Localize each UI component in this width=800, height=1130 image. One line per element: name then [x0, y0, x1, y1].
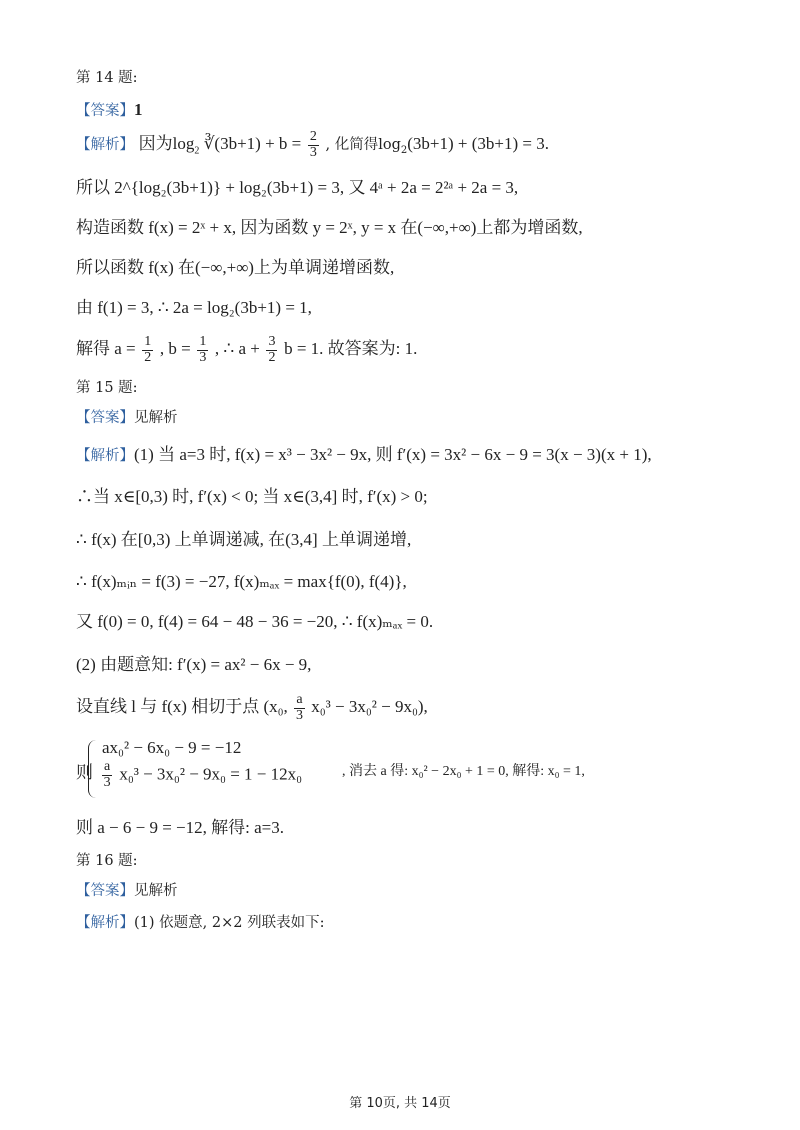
fraction: $\frac{2}{3}$: [309, 129, 317, 160]
fraction: $\frac{a}{3}$: [296, 692, 304, 723]
answer-tag: 【答案】: [76, 103, 134, 119]
q15-line5: 又 f(0) = 0, f(4) = 64 − 48 − 36 = −20, ∴ f(x)ₘₐₓ = 0.: [76, 612, 434, 631]
document-page: 第 14 题: 【答案】1 【解析】 因为$\log_2$ ∛(3b+1) + b = $\frac{2}{3}$ , 化简得$\log_2(3b+1) + (3b+1) = 3$. 所以 2^{log₂(3b+1)} + log₂(3b+1) = 3, 又 4ᵃ + 2a = 2²ᵃ + 2a = 3, 构造函数 f(x) = 2ˣ + x, 因为函数 y = 2ˣ, y = x 在(−∞,+∞)上都为增函数, 所以函数 f(x) 在(−∞,+∞)上为单调递增函数, 由 f(1) = 3, ∴ 2a = log₂(3b+1) = 1, 解得 a = $\frac{1}{2}$ , b = $\frac{1}{3}$ , ∴ a + $\frac{3}{2}$ b = 1. 故答案为: 1. 第 15 题: 【答案】见解析 【解析】(1) 当 a=3 时, f(x) = x³ − 3x² − 9x, 则 f′(x) = 3x² − 6x − 9 = 3(x − 3)(x + 1), ∴当 x∈[0,3) 时, f′(x) < 0; 当 x∈(3,4] 时, f′(x) > 0; ∴ f(x) 在[0,3) 上单调递减, 在(3,4] 上单调递增, ∴ f(x)ₘᵢₙ = f(3) = −27, f(x)ₘₐₓ = max{f(0), f(4)}, 又 f(0) = 0, f(4) = 64 − 48 − 36 = −20, ∴ f(x)ₘₐₓ = 0. (2) 由题意知: f′(x) = ax² − 6x − 9, 设直线 l 与 f(x) 相切于点 (x₀, $\frac{a}{3}$ x₀³ − 3x₀² − 9x₀), 则 ax₀² − 6x₀ − 9 = −12 $\frac{a}{3}$ x₀³ − 3x₀² − 9x₀ = 1 − 12x₀ , 消去 a 得: x₀² − 2x₀ + 1 = 0, 解得: x₀ = 1, 则 a − 6 − 9 = −12, 解得: a=3. 第 16 题: 【答案】见解析 【解析】(1) 依题意, 2×2 列联表如下: 第 10页, 共 14页: [0, 0, 800, 1130]
q15-title: 第 15 题:: [76, 380, 138, 396]
q15-line7: 设直线 l 与 f(x) 相切于点 (x₀, $\frac{a}{3}$ x₀³ − 3x₀² − 9x₀),: [76, 692, 428, 723]
system-suffix: , 消去 a 得: x₀² − 2x₀ + 1 = 0, 解得: x₀ = 1,: [342, 764, 585, 779]
q16-analysis-line1: 【解析】(1) 依题意, 2×2 列联表如下:: [76, 915, 325, 931]
q14-line5: 由 f(1) = 3, ∴ 2a = log₂(3b+1) = 1,: [76, 298, 312, 317]
q16-answer: 【答案】见解析: [76, 883, 178, 899]
brace-icon: [88, 740, 99, 798]
q15-line6: (2) 由题意知: f′(x) = ax² − 6x − 9,: [76, 655, 312, 674]
q15-analysis-line1: 【解析】(1) 当 a=3 时, f(x) = x³ − 3x² − 9x, 则 f′(x) = 3x² − 6x − 9 = 3(x − 3)(x + 1),: [76, 445, 652, 464]
q14-line4: 所以函数 f(x) 在(−∞,+∞)上为单调递增函数,: [76, 258, 395, 277]
q15-line2: ∴当 x∈[0,3) 时, f′(x) < 0; 当 x∈(3,4] 时, f′(x) > 0;: [76, 487, 428, 506]
q15-answer: 【答案】见解析: [76, 410, 178, 426]
q14-line2: 所以 2^{log₂(3b+1)} + log₂(3b+1) = 3, 又 4ᵃ + 2a = 2²ᵃ + 2a = 3,: [76, 178, 519, 197]
system-row-1: ax₀² − 6x₀ − 9 = −12: [102, 738, 242, 757]
page-footer: 第 10页, 共 14页: [349, 1096, 451, 1111]
analysis-tag: 【解析】: [76, 915, 134, 931]
q14-line6: 解得 a = $\frac{1}{2}$ , b = $\frac{1}{3}$ , ∴ a + $\frac{3}{2}$ b = 1. 故答案为: 1.: [76, 334, 418, 365]
q16-title: 第 16 题:: [76, 853, 138, 869]
q15-line3: ∴ f(x) 在[0,3) 上单调递减, 在(3,4] 上单调递增,: [76, 530, 412, 549]
q15-line9: 则 a − 6 − 9 = −12, 解得: a=3.: [76, 818, 285, 837]
fraction: $\frac{1}{3}$: [199, 334, 207, 365]
analysis-tag: 【解析】: [76, 137, 134, 154]
q14-title: 第 14 题:: [76, 70, 138, 86]
q14-line3: 构造函数 f(x) = 2ˣ + x, 因为函数 y = 2ˣ, y = x 在(−∞,+∞)上都为增函数,: [76, 218, 583, 237]
system-row-2: $\frac{a}{3}$ x₀³ − 3x₀² − 9x₀ = 1 − 12x₀: [103, 759, 303, 790]
q15-line4: ∴ f(x)ₘᵢₙ = f(3) = −27, f(x)ₘₐₓ = max{f(0), f(4)},: [76, 572, 407, 591]
fraction: $\frac{3}{2}$: [268, 334, 276, 365]
q14-answer: 【答案】1: [76, 100, 143, 119]
fraction: $\frac{1}{2}$: [144, 334, 152, 365]
answer-tag: 【答案】: [76, 410, 134, 426]
q14-analysis-line1: 【解析】 因为$\log_2$ ∛(3b+1) + b = $\frac{2}{3}$ , 化简得$\log_2(3b+1) + (3b+1) = 3$.: [76, 129, 549, 160]
analysis-tag: 【解析】: [76, 448, 134, 464]
answer-tag: 【答案】: [76, 883, 134, 899]
